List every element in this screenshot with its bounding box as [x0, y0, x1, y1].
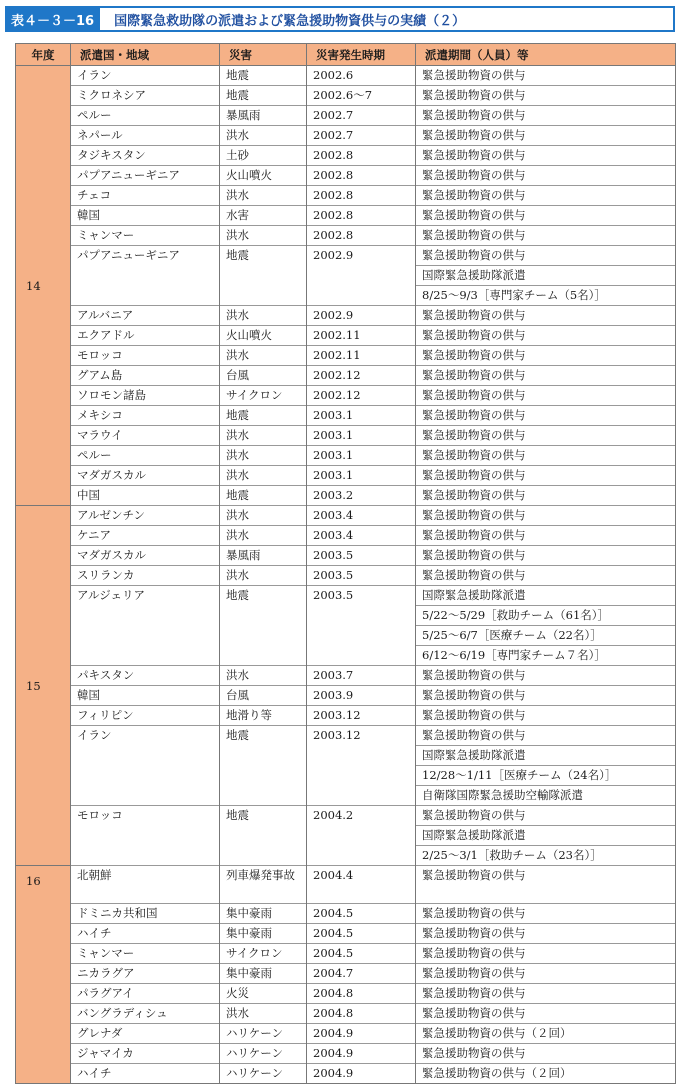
- detail-line: 緊急援助物資の供与: [422, 228, 526, 242]
- details-cell: [416, 486, 676, 506]
- disaster-cell: 台風: [220, 686, 307, 706]
- detail-line: 緊急援助物資の供与: [422, 528, 526, 542]
- table-row: [16, 566, 676, 586]
- disaster-cell: 火山噴火: [220, 326, 307, 346]
- details-cell: [416, 726, 676, 806]
- detail-line: 緊急援助物資の供与: [422, 926, 526, 940]
- details-cell: [416, 366, 676, 386]
- detail-line: 国際緊急援助隊派遣: [416, 825, 675, 845]
- country-cell: 韓国: [71, 206, 220, 226]
- table-row: [16, 726, 676, 806]
- country-cell: ペルー: [71, 446, 220, 466]
- detail-line: 緊急援助物資の供与: [422, 1046, 526, 1060]
- details-cell: [416, 984, 676, 1004]
- disaster-cell: 洪水: [220, 426, 307, 446]
- date-cell: 2003.1: [307, 466, 416, 486]
- date-cell: 2003.2: [307, 486, 416, 506]
- table-row: [16, 904, 676, 924]
- detail-line: 緊急援助物資の供与: [422, 68, 526, 82]
- country-cell: グレナダ: [71, 1024, 220, 1044]
- date-cell: 2003.12: [307, 706, 416, 726]
- details-cell: [416, 924, 676, 944]
- country-cell: アルジェリア: [71, 586, 220, 666]
- details-cell: [416, 904, 676, 924]
- details-cell: [416, 446, 676, 466]
- date-cell: 2002.8: [307, 186, 416, 206]
- relief-record-table: [15, 43, 676, 1084]
- disaster-cell: 地震: [220, 246, 307, 306]
- detail-line: 緊急援助物資の供与: [422, 148, 526, 162]
- disaster-cell: サイクロン: [220, 944, 307, 964]
- detail-line: 緊急援助物資の供与: [422, 388, 526, 402]
- details-cell: [416, 806, 676, 866]
- table-row: [16, 686, 676, 706]
- detail-line: 緊急援助物資の供与: [422, 508, 526, 522]
- table-number: 表４－３－16: [7, 8, 100, 30]
- disaster-cell: ハリケーン: [220, 1024, 307, 1044]
- table-row: [16, 666, 676, 686]
- detail-line: 緊急援助物資の供与: [422, 308, 526, 322]
- detail-line: 緊急援助物資の供与: [422, 108, 526, 122]
- country-cell: ニカラグア: [71, 964, 220, 984]
- details-cell: [416, 944, 676, 964]
- disaster-cell: 洪水: [220, 126, 307, 146]
- details-cell: [416, 346, 676, 366]
- detail-line: 緊急援助物資の供与: [422, 808, 526, 822]
- fiscal-year-cell: 15: [16, 506, 71, 866]
- disaster-cell: 洪水: [220, 346, 307, 366]
- details-cell: [416, 186, 676, 206]
- country-cell: マダガスカル: [71, 546, 220, 566]
- fiscal-year-cell: 14: [16, 66, 71, 506]
- detail-line: 緊急援助物資の供与: [422, 966, 526, 980]
- disaster-cell: 暴風雨: [220, 546, 307, 566]
- table-row: [16, 346, 676, 366]
- date-cell: 2004.8: [307, 1004, 416, 1024]
- country-cell: ソロモン諸島: [71, 386, 220, 406]
- detail-line: 緊急援助物資の供与: [422, 168, 526, 182]
- table-row: [16, 186, 676, 206]
- disaster-cell: 集中豪雨: [220, 924, 307, 944]
- details-cell: [416, 386, 676, 406]
- details-cell: [416, 306, 676, 326]
- table-row: [16, 526, 676, 546]
- detail-line: 12/28～1/11［医療チーム（24名）］: [416, 765, 675, 785]
- table-row: [16, 326, 676, 346]
- table-row: [16, 246, 676, 306]
- details-cell: [416, 546, 676, 566]
- disaster-cell: 洪水: [220, 666, 307, 686]
- date-cell: 2004.9: [307, 1044, 416, 1064]
- col-header-disaster: 災害: [220, 44, 307, 66]
- date-cell: 2003.4: [307, 506, 416, 526]
- table-row: [16, 1004, 676, 1024]
- table-row: [16, 1044, 676, 1064]
- country-cell: 韓国: [71, 686, 220, 706]
- date-cell: 2002.8: [307, 146, 416, 166]
- details-cell: [416, 166, 676, 186]
- country-cell: ネパール: [71, 126, 220, 146]
- disaster-cell: 洪水: [220, 1004, 307, 1024]
- date-cell: 2003.5: [307, 546, 416, 566]
- disaster-cell: 火災: [220, 984, 307, 1004]
- detail-line: 緊急援助物資の供与: [422, 248, 526, 262]
- country-cell: ケニア: [71, 526, 220, 546]
- date-cell: 2003.12: [307, 726, 416, 806]
- detail-line: 緊急援助物資の供与: [422, 208, 526, 222]
- date-cell: 2004.4: [307, 866, 416, 904]
- detail-line: 緊急援助物資の供与: [422, 688, 526, 702]
- disaster-cell: 火山噴火: [220, 166, 307, 186]
- country-cell: 中国: [71, 486, 220, 506]
- date-cell: 2003.1: [307, 406, 416, 426]
- detail-line: 緊急援助物資の供与: [422, 428, 526, 442]
- details-cell: [416, 1044, 676, 1064]
- table-row: [16, 486, 676, 506]
- details-cell: [416, 686, 676, 706]
- date-cell: 2004.7: [307, 964, 416, 984]
- detail-line: 国際緊急援助隊派遣: [416, 265, 675, 285]
- country-cell: エクアドル: [71, 326, 220, 346]
- detail-line: 緊急援助物資の供与: [422, 368, 526, 382]
- fiscal-year-cell: 16: [16, 866, 71, 1084]
- details-cell: [416, 1064, 676, 1084]
- date-cell: 2004.5: [307, 924, 416, 944]
- detail-line: 5/22～5/29［救助チーム（61名）］: [416, 605, 675, 625]
- detail-line: 緊急援助物資の供与: [422, 868, 526, 882]
- country-cell: バングラディシュ: [71, 1004, 220, 1024]
- detail-line: 緊急援助物資の供与: [422, 728, 526, 742]
- header-row: [16, 44, 676, 66]
- disaster-cell: ハリケーン: [220, 1044, 307, 1064]
- table-row: [16, 506, 676, 526]
- disaster-cell: 地震: [220, 586, 307, 666]
- date-cell: 2002.11: [307, 346, 416, 366]
- date-cell: 2002.12: [307, 386, 416, 406]
- disaster-cell: 暴風雨: [220, 106, 307, 126]
- date-cell: 2003.4: [307, 526, 416, 546]
- table-row: [16, 86, 676, 106]
- detail-line: 緊急援助物資の供与: [422, 188, 526, 202]
- detail-line: 緊急援助物資の供与: [422, 946, 526, 960]
- table-row: [16, 66, 676, 86]
- detail-line: 緊急援助物資の供与: [422, 468, 526, 482]
- details-cell: [416, 106, 676, 126]
- detail-line: 緊急援助物資の供与: [422, 548, 526, 562]
- detail-line: 国際緊急援助隊派遣: [422, 588, 526, 602]
- table-row: [16, 426, 676, 446]
- details-cell: [416, 86, 676, 106]
- table-row: [16, 106, 676, 126]
- date-cell: 2002.6～7: [307, 86, 416, 106]
- country-cell: アルバニア: [71, 306, 220, 326]
- table-title: 国際緊急救助隊の派遣および緊急援助物資供与の実績（２）: [114, 13, 466, 29]
- details-cell: [416, 466, 676, 486]
- details-cell: [416, 706, 676, 726]
- country-cell: パプアニューギニア: [71, 166, 220, 186]
- table-row: [16, 924, 676, 944]
- country-cell: ペルー: [71, 106, 220, 126]
- country-cell: パプアニューギニア: [71, 246, 220, 306]
- details-cell: [416, 406, 676, 426]
- table-row: [16, 226, 676, 246]
- detail-line: 緊急援助物資の供与: [422, 448, 526, 462]
- detail-line: 国際緊急援助隊派遣: [416, 745, 675, 765]
- date-cell: 2004.9: [307, 1024, 416, 1044]
- date-cell: 2002.12: [307, 366, 416, 386]
- disaster-cell: 地震: [220, 406, 307, 426]
- country-cell: グアム島: [71, 366, 220, 386]
- detail-line: 緊急援助物資の供与: [422, 488, 526, 502]
- disaster-cell: 台風: [220, 366, 307, 386]
- date-cell: 2003.1: [307, 426, 416, 446]
- detail-line: 緊急援助物資の供与（２回）: [422, 1026, 572, 1040]
- disaster-cell: 洪水: [220, 506, 307, 526]
- disaster-cell: 集中豪雨: [220, 904, 307, 924]
- table-caption: [5, 6, 675, 32]
- country-cell: ミャンマー: [71, 944, 220, 964]
- table-row: [16, 806, 676, 866]
- table-row: [16, 146, 676, 166]
- table-row: [16, 206, 676, 226]
- date-cell: 2004.2: [307, 806, 416, 866]
- detail-line: 5/25～6/7［医療チーム（22名）］: [416, 625, 675, 645]
- table-body: [16, 66, 676, 1084]
- disaster-cell: 地震: [220, 806, 307, 866]
- table-row: [16, 366, 676, 386]
- date-cell: 2002.11: [307, 326, 416, 346]
- country-cell: ハイチ: [71, 924, 220, 944]
- date-cell: 2002.7: [307, 126, 416, 146]
- date-cell: 2002.9: [307, 246, 416, 306]
- details-cell: [416, 666, 676, 686]
- detail-line: 自衛隊国際緊急援助空輸隊派遣: [416, 785, 675, 805]
- date-cell: 2004.5: [307, 904, 416, 924]
- details-cell: [416, 146, 676, 166]
- country-cell: パキスタン: [71, 666, 220, 686]
- table-row: [16, 866, 676, 904]
- date-cell: 2002.8: [307, 206, 416, 226]
- detail-line: 緊急援助物資の供与: [422, 328, 526, 342]
- country-cell: ミャンマー: [71, 226, 220, 246]
- table-row: [16, 446, 676, 466]
- details-cell: [416, 526, 676, 546]
- date-cell: 2003.9: [307, 686, 416, 706]
- date-cell: 2002.6: [307, 66, 416, 86]
- details-cell: [416, 1004, 676, 1024]
- disaster-cell: 地震: [220, 486, 307, 506]
- date-cell: 2003.5: [307, 586, 416, 666]
- disaster-cell: 地震: [220, 726, 307, 806]
- table-row: [16, 386, 676, 406]
- country-cell: モロッコ: [71, 806, 220, 866]
- date-cell: 2003.5: [307, 566, 416, 586]
- disaster-cell: ハリケーン: [220, 1064, 307, 1084]
- disaster-cell: 地震: [220, 66, 307, 86]
- col-header-date: 災害発生時期: [307, 44, 416, 66]
- date-cell: 2002.9: [307, 306, 416, 326]
- date-cell: 2003.1: [307, 446, 416, 466]
- country-cell: ハイチ: [71, 1064, 220, 1084]
- disaster-cell: 洪水: [220, 226, 307, 246]
- disaster-cell: 集中豪雨: [220, 964, 307, 984]
- details-cell: [416, 566, 676, 586]
- date-cell: 2002.7: [307, 106, 416, 126]
- detail-line: 2/25～3/1［救助チーム（23名）］: [416, 845, 675, 865]
- country-cell: アルゼンチン: [71, 506, 220, 526]
- disaster-cell: サイクロン: [220, 386, 307, 406]
- table-row: [16, 546, 676, 566]
- country-cell: タジキスタン: [71, 146, 220, 166]
- disaster-cell: 洪水: [220, 186, 307, 206]
- country-cell: 北朝鮮: [71, 866, 220, 904]
- country-cell: イラン: [71, 66, 220, 86]
- table-row: [16, 944, 676, 964]
- col-header-details: 派遣期間（人員）等: [416, 44, 676, 66]
- detail-line: 8/25～9/3［専門家チーム（5名）］: [416, 285, 675, 305]
- detail-line: 緊急援助物資の供与: [422, 906, 526, 920]
- date-cell: 2002.8: [307, 166, 416, 186]
- date-cell: 2003.7: [307, 666, 416, 686]
- country-cell: ミクロネシア: [71, 86, 220, 106]
- table-row: [16, 706, 676, 726]
- detail-line: 緊急援助物資の供与: [422, 568, 526, 582]
- country-cell: ドミニカ共和国: [71, 904, 220, 924]
- disaster-cell: 水害: [220, 206, 307, 226]
- details-cell: [416, 866, 676, 904]
- disaster-cell: 洪水: [220, 526, 307, 546]
- country-cell: パラグアイ: [71, 984, 220, 1004]
- details-cell: [416, 586, 676, 666]
- details-cell: [416, 964, 676, 984]
- disaster-cell: 洪水: [220, 566, 307, 586]
- details-cell: [416, 126, 676, 146]
- detail-line: 緊急援助物資の供与: [422, 986, 526, 1000]
- date-cell: 2004.9: [307, 1064, 416, 1084]
- country-cell: マラウイ: [71, 426, 220, 446]
- details-cell: [416, 66, 676, 86]
- table-row: [16, 306, 676, 326]
- country-cell: スリランカ: [71, 566, 220, 586]
- country-cell: イラン: [71, 726, 220, 806]
- detail-line: 緊急援助物資の供与: [422, 708, 526, 722]
- details-cell: [416, 426, 676, 446]
- table-row: [16, 166, 676, 186]
- details-cell: [416, 326, 676, 346]
- country-cell: マダガスカル: [71, 466, 220, 486]
- date-cell: 2004.5: [307, 944, 416, 964]
- disaster-cell: 地震: [220, 86, 307, 106]
- disaster-cell: 地滑り等: [220, 706, 307, 726]
- details-cell: [416, 1024, 676, 1044]
- detail-line: 緊急援助物資の供与: [422, 88, 526, 102]
- col-header-country: 派遣国・地域: [71, 44, 220, 66]
- detail-line: 緊急援助物資の供与: [422, 348, 526, 362]
- country-cell: メキシコ: [71, 406, 220, 426]
- table-row: [16, 466, 676, 486]
- date-cell: 2002.8: [307, 226, 416, 246]
- table-row: [16, 964, 676, 984]
- detail-line: 緊急援助物資の供与: [422, 668, 526, 682]
- table-row: [16, 126, 676, 146]
- country-cell: モロッコ: [71, 346, 220, 366]
- country-cell: ジャマイカ: [71, 1044, 220, 1064]
- date-cell: 2004.8: [307, 984, 416, 1004]
- details-cell: [416, 506, 676, 526]
- details-cell: [416, 226, 676, 246]
- disaster-cell: 洪水: [220, 466, 307, 486]
- table-row: [16, 586, 676, 666]
- disaster-cell: 土砂: [220, 146, 307, 166]
- details-cell: [416, 206, 676, 226]
- country-cell: チェコ: [71, 186, 220, 206]
- detail-line: 緊急援助物資の供与: [422, 408, 526, 422]
- detail-line: 緊急援助物資の供与: [422, 1006, 526, 1020]
- detail-line: 緊急援助物資の供与: [422, 128, 526, 142]
- details-cell: [416, 246, 676, 306]
- table-row: [16, 1024, 676, 1044]
- col-header-year: 年度: [16, 44, 71, 66]
- table-row: [16, 406, 676, 426]
- disaster-cell: 列車爆発事故: [220, 866, 307, 904]
- table-row: [16, 1064, 676, 1084]
- country-cell: フィリピン: [71, 706, 220, 726]
- disaster-cell: 洪水: [220, 446, 307, 466]
- table-row: [16, 984, 676, 1004]
- detail-line: 6/12～6/19［専門家チーム７名）］: [416, 645, 675, 665]
- disaster-cell: 洪水: [220, 306, 307, 326]
- detail-line: 緊急援助物資の供与（２回）: [422, 1066, 572, 1080]
